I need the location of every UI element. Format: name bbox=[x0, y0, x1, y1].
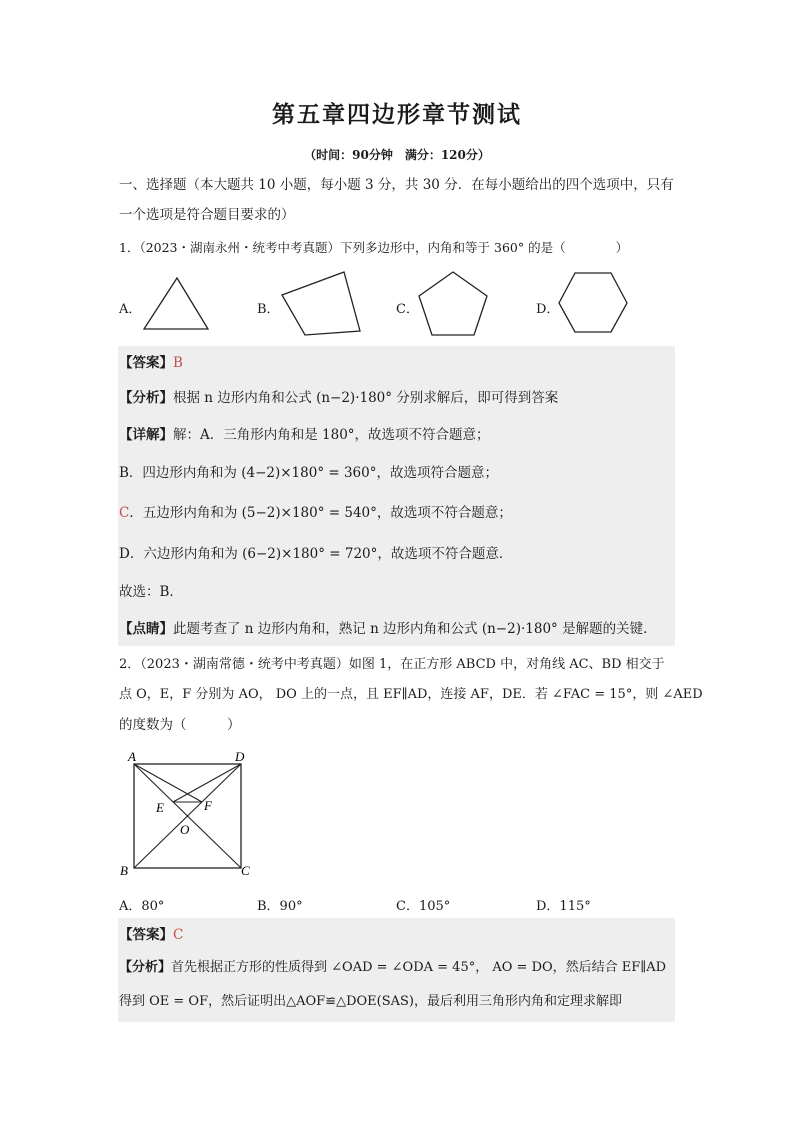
q1-detail: 【详解】解：A．三角形内角和是 180°，故选项不符合题意； bbox=[119, 427, 490, 443]
quadrilateral-figure bbox=[278, 269, 364, 339]
q2-stem-line3: 的度数为（ ） bbox=[119, 717, 241, 733]
q2-option-a: A．80° bbox=[119, 899, 165, 914]
q1-option-c-label: C． bbox=[396, 302, 419, 317]
square-diagonal-figure bbox=[118, 744, 258, 880]
q1-stem: 1．（2023・湖南永州・统考中考真题）下列多边形中，内角和等于 360° 的是（ ） bbox=[119, 240, 629, 255]
pentagon-figure bbox=[416, 269, 490, 339]
section-heading-line2: 一个选项是符合题目要求的） bbox=[119, 207, 295, 223]
label-e: E bbox=[156, 800, 164, 815]
q2-option-d: D．115° bbox=[536, 899, 591, 914]
triangle-figure bbox=[140, 275, 212, 333]
label-d: D bbox=[235, 749, 245, 764]
q2-analysis-line2: 得到 OE = OF，然后证明出△AOF≌△DOE(SAS)，最后利用三角形内角和定理求解即 bbox=[119, 994, 622, 1009]
exam-info: （时间：90分钟 满分：120分） bbox=[304, 148, 490, 162]
hexagon-figure bbox=[556, 271, 630, 335]
q1-detail-b: B．四边形内角和为 (4−2)×180° = 360°，故选项符合题意； bbox=[119, 465, 498, 481]
q1-choice: 故选：B． bbox=[119, 584, 183, 600]
page-title: 第五章四边形章节测试 bbox=[272, 101, 522, 128]
q1-analysis: 【分析】根据 n 边形内角和公式 (n−2)·180° 分别求解后，即可得到答案 bbox=[119, 390, 559, 406]
q1-answer: 【答案】B bbox=[119, 355, 183, 371]
q2-analysis-line1: 【分析】首先根据正方形的性质得到 ∠OAD = ∠ODA = 45°， AO = DO，然后结合 EF∥AD bbox=[119, 960, 667, 975]
label-f: F bbox=[204, 798, 212, 813]
label-b: B bbox=[120, 863, 128, 878]
q1-detail-c: C．五边形内角和为 (5−2)×180° = 540°，故选项不符合题意； bbox=[119, 505, 512, 521]
q2-stem-line1: 2．（2023・湖南常德・统考中考真题）如图 1，在正方形 ABCD 中，对角线 AC、BD 相交于 bbox=[119, 657, 665, 672]
label-a: A bbox=[128, 749, 136, 764]
q1-detail-d: D．六边形内角和为 (6−2)×180° = 720°，故选项不符合题意． bbox=[119, 546, 513, 562]
q2-stem-line2: 点 O，E，F 分别为 AO， DO 上的一点，且 EF∥AD，连接 AF，DE．若 ∠FAC = 15°，则 ∠AED bbox=[119, 687, 703, 702]
label-o: O bbox=[180, 822, 190, 837]
q2-answer: 【答案】C bbox=[119, 927, 184, 943]
q1-option-b-label: B． bbox=[257, 302, 280, 317]
q1-option-d-label: D． bbox=[536, 302, 560, 317]
q2-option-c: C．105° bbox=[396, 899, 451, 914]
q1-option-a-label: A． bbox=[119, 302, 142, 317]
section-heading-line1: 一、选择题（本大题共 10 小题，每小题 3 分，共 30 分．在每小题给出的四个选项中，只有 bbox=[119, 177, 674, 193]
q1-comment: 【点睛】此题考查了 n 边形内角和，熟记 n 边形内角和公式 (n−2)·180° 是解题的关键． bbox=[119, 621, 657, 637]
q2-option-b: B．90° bbox=[257, 899, 303, 914]
label-c: C bbox=[241, 863, 250, 878]
